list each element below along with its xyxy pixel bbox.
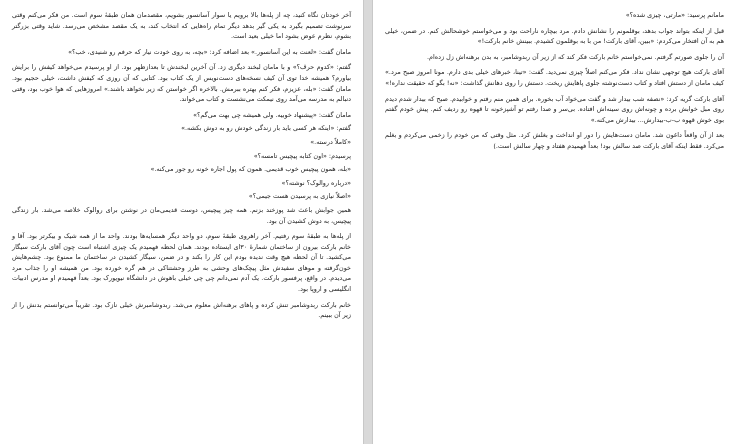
paragraph: گفتم: «کدوم حرف؟» و با مامان لبخند دیگری زد. آن آخرین لبخندش تا بعدازظهر بود. از او پرسیدم می‌خواهد کیفش را برایش بیاورم؟ همیشه خدا توی آن کیف نسخه‌های دست‌نویس از یک کتاب بود. کتابی که آن روزی که کیفش داشت، خیلی حجیم بود. مامان گفت: «بله، عزیزم، فکر کنم بهتره ببرمش. بالاخره اگر خواستن که زیر نخواهد باشند.» امروزهایی که هوا خوب بود، وقتی دنبالم به مدرسه می‌آمد روی نیمکت می‌نشست و کتاب می‌خواند. <box>12 63 351 104</box>
left-page <box>0 0 363 444</box>
paragraph: بعد از آن واقعاً داغون شد. مامان دست‌هایش را دور او انداخت و بغلش کرد. مثل وقتی که من خودم را زخمی می‌کردم و بغلم می‌کرد. فقط اینکه آقای بارکت صد سالش بود! بعداً فهمیدم هفتاد و چهار سالش است.) <box>385 131 724 150</box>
paragraph: گفتم: «اینکه هر کسی باید بار زندگی خودش رو به دوش بکشه.» <box>181 124 351 133</box>
paragraph: قبل از اینکه بتواند جواب بدهد، بوقلمونم را نشانش دادم. مرد بیچاره ناراحت بود و می‌خواستم خوشحالش کنم. در ضمن، خیلی هم به آن افتخار می‌کردم: «ببین، آقای بارکت! من با به بوقلمون کشیدم. ببینش خانم بارکت!» <box>385 26 724 46</box>
paragraph: مامانم پرسید: «مارتی، چیزی شده؟» <box>625 11 724 19</box>
paragraph: آقای بارکت گریه کرد: «نصفه شب بیدار شد و گفت می‌خواد آب بخوره. برای همین منم رفتم و خوابیدم. صبح که بیدار شدم دیدم روی مبل خوابش برده و چونه‌اش روی سینه‌اش افتاده. بی‌سر و صدا رفتم تو آشپزخونه تا قهوه رو ردیف کنم. پیش خودم گفتم بوی خوش قهوه ب-ب-بیدارش... بیدارش می‌کنه.» <box>385 94 724 124</box>
paragraph: همین جوابش باعث شد پوزخند بزنم. همه چیز پیچیس، دوست قدیمی‌مان در نوشتن برای روالوک خلاصه می‌شد. بار زندگی پیچیس، به دوش کشیدن آن بود. <box>12 205 351 225</box>
paragraph: آقای بارکت هیچ توجهی نشان نداد. فکر می‌کنم اصلاً چیزی نمی‌دید. گفت: «تینا، خبرهای خیلی بدی دارم. مونا امروز صبح مرد.» کیف مامان از دستش افتاد و کتاب دست‌نوشته جلوی پاهایش ریخت. دستش را روی دهانش گذاشت: «نه! بگو که حقیقت نداره!» <box>385 68 724 87</box>
right-page <box>373 0 736 444</box>
paragraph: آخر خودتان نگاه کنید، چه از پله‌ها بالا برویم یا سوار آسانسور بشویم، مقصدمان همان طبقهٔ سوم است. من فکر می‌کنم وقتی سرنوشت تصمیم بگیرد به یکی گیر بدهد دیگر تمام راه‌هایی که انتخاب کند، به یک مقصد مشخص می‌رسد. شاید وقتی بزرگتر بشوم، نظرم عوض بشود اما خیلی بعید است. <box>12 11 351 41</box>
paragraph: مامان گفت: «پیشنهاد خوبیه. ولی همیشه چی بهت می‌گم؟» <box>193 110 351 119</box>
paragraph: پرسیدم: «اون کتابه پیچیس تامسه؟» <box>253 151 351 160</box>
paragraph: «بله، همون پیچیس خوب قدیمی. همون که پول اجاره خونه رو جور می‌کنه.» <box>150 165 351 174</box>
paragraph: خانم بارکت ربدوشامبر تنش کرده و پاهای برهنه‌اش معلوم می‌شد. ربدوشامبرش خیلی نازک بود. تقریباً می‌توانستم بدنش را از زیر آن ببینم. <box>12 300 351 320</box>
paragraph: مامان گفت: «لعنت به این آسانسور.» بعد اضافه کرد: «بچه، به روی خودت نیار که حرفم رو شنیدی، خب؟» <box>68 47 351 56</box>
paragraph: از پله‌ها به طبقهٔ سوم رفتیم. آخر راهروی طبقهٔ سوم، دو واحد دیگر همسایه‌ها بودند. واحد ما از همه شیک و بیکرتر بود. آقا و خانم بارکت بیرون از ساختمان شمارهٔ ۳۰ای ایستاده بودند. همان لحظه فهمیدم یک چیزی اشتباه است چون آقای بارکت سیگار می‌کشید. تا آن لحظه هیچ وقت ندیده بودم این کار را بکند و در ضمن، سیگار کشیدن در ساختمان ما ممنوع بود. چشم‌هایش خون‌گرفته و موهای سفیدش مثل پیچک‌های وحشی به طرز وحشتناکی در هم گره خورده بود. من همیشه او را جذاب مرد می‌دیدم. در واقع، پرفسور بارکت. یک آدم نمی‌دانم چی چی خیلی باهوش در دانشگاه نیویورک بود. بعداً فهمیدم او مدرس ادبیات انگلیسی و اروپا بود. <box>12 232 351 294</box>
paragraph: آن را جلوی صورتم گرفتم. نمی‌خواستم خانم بارکت فکر کند که از زیر آن ربدوشامبر، به بدن برهنه‌اش زل زده‌ام. <box>427 52 724 61</box>
paragraph: «کاملاً درسته.» <box>310 137 351 146</box>
paragraph: «اصلاً نیازی به پرسیدن هست جیمی؟» <box>248 192 351 201</box>
paragraph: «درباره روالوک؟ نوشته؟» <box>281 178 351 187</box>
